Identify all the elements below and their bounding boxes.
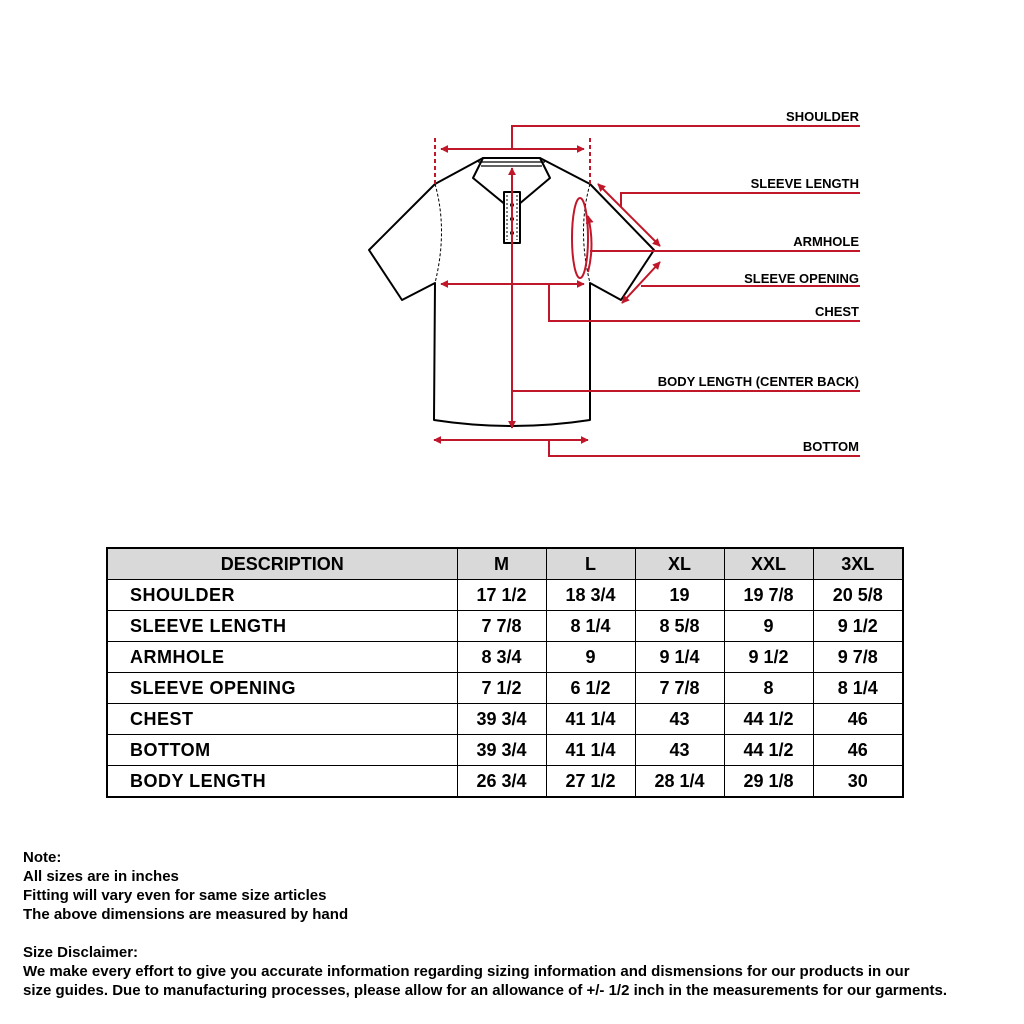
label-chest: CHEST	[814, 304, 859, 319]
table-cell: 41 1/4	[546, 735, 635, 766]
header-size-xl: XL	[635, 548, 724, 580]
table-cell: 46	[813, 735, 903, 766]
table-cell: 39 3/4	[457, 735, 546, 766]
table-row	[107, 704, 903, 735]
row-description: BODY LENGTH	[107, 766, 457, 798]
table-cell: 8 1/4	[813, 673, 903, 704]
table-cell: 41 1/4	[546, 704, 635, 735]
header-size-3xl: 3XL	[813, 548, 903, 580]
table-cell: 46	[813, 704, 903, 735]
table-row	[107, 611, 903, 642]
table-cell: 9 1/4	[635, 642, 724, 673]
table-cell: 44 1/2	[724, 735, 813, 766]
table-cell: 9	[546, 642, 635, 673]
notes-section	[23, 848, 1013, 1000]
disclaimer-line: size guides. Due to manufacturing processes, please allow for an allowance of +/- 1/2 inch in the measurements for our garments.	[23, 982, 947, 999]
row-description: BOTTOM	[107, 735, 457, 766]
table-cell: 9 7/8	[813, 642, 903, 673]
table-cell: 29 1/8	[724, 766, 813, 798]
row-description: SLEEVE OPENING	[107, 673, 457, 704]
header-size-xxl: XXL	[724, 548, 813, 580]
table-cell: 43	[635, 735, 724, 766]
table-cell: 8 5/8	[635, 611, 724, 642]
sleeve-length-leader	[621, 193, 860, 207]
table-cell: 9	[724, 611, 813, 642]
table-cell: 8 3/4	[457, 642, 546, 673]
table-cell: 7 1/2	[457, 673, 546, 704]
table-cell: 27 1/2	[546, 766, 635, 798]
disclaimer-title: Size Disclaimer:	[23, 944, 139, 961]
label-sleeve-length: SLEEVE LENGTH	[750, 176, 859, 191]
table-cell: 30	[813, 766, 903, 798]
table-cell: 7 7/8	[457, 611, 546, 642]
measurement-diagram	[0, 0, 1024, 500]
row-description: SHOULDER	[107, 580, 457, 611]
table-cell: 9 1/2	[813, 611, 903, 642]
table-header-row	[107, 548, 903, 580]
table-row	[107, 580, 903, 611]
table-cell: 19	[635, 580, 724, 611]
table-cell: 39 3/4	[457, 704, 546, 735]
table-row	[107, 735, 903, 766]
table-cell: 26 3/4	[457, 766, 546, 798]
table-row	[107, 766, 903, 798]
label-bottom: BOTTOM	[802, 439, 859, 454]
chest-leader	[549, 284, 860, 321]
row-description: CHEST	[107, 704, 457, 735]
header-size-m: M	[457, 548, 546, 580]
header-size-l: L	[546, 548, 635, 580]
table-row	[107, 642, 903, 673]
shoulder-leader	[512, 126, 860, 149]
label-armhole: ARMHOLE	[793, 234, 859, 249]
table-cell: 28 1/4	[635, 766, 724, 798]
row-description: ARMHOLE	[107, 642, 457, 673]
label-body-length: BODY LENGTH (CENTER BACK)	[657, 374, 859, 389]
note-line: Fitting will vary even for same size articles	[23, 887, 327, 904]
table-cell: 18 3/4	[546, 580, 635, 611]
table-cell: 17 1/2	[457, 580, 546, 611]
table-cell: 9 1/2	[724, 642, 813, 673]
note-line: All sizes are in inches	[23, 868, 179, 885]
table-cell: 8 1/4	[546, 611, 635, 642]
size-chart-table	[106, 547, 904, 798]
label-sleeve-opening: SLEEVE OPENING	[744, 271, 859, 286]
table-cell: 44 1/2	[724, 704, 813, 735]
disclaimer-line: We make every effort to give you accurate information regarding sizing information and dismensions for our products in our	[23, 963, 910, 980]
header-description: DESCRIPTION	[107, 548, 457, 580]
table-row	[107, 673, 903, 704]
table-cell: 7 7/8	[635, 673, 724, 704]
table-cell: 19 7/8	[724, 580, 813, 611]
note-line: The above dimensions are measured by hand	[23, 906, 349, 923]
notes-title: Note:	[23, 849, 62, 866]
table-cell: 8	[724, 673, 813, 704]
table-cell: 20 5/8	[813, 580, 903, 611]
label-shoulder: SHOULDER	[786, 109, 859, 124]
table-cell: 43	[635, 704, 724, 735]
row-description: SLEEVE LENGTH	[107, 611, 457, 642]
table-cell: 6 1/2	[546, 673, 635, 704]
